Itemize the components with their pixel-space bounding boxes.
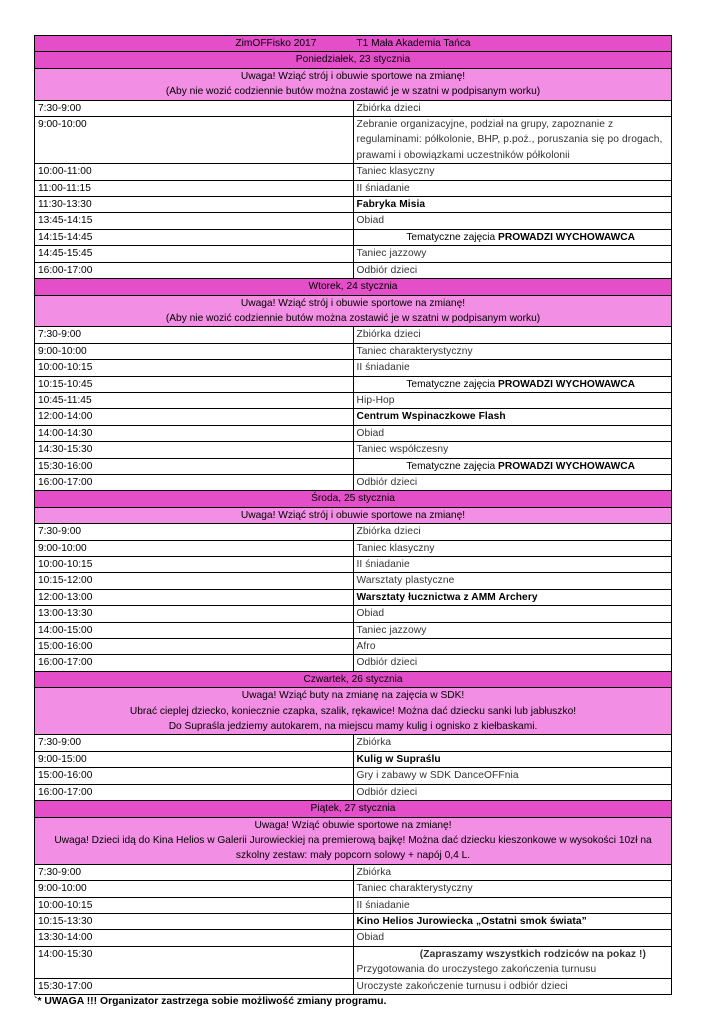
time-slot: 13:00-13:30 xyxy=(35,606,354,622)
time-slot: 14:00-15:00 xyxy=(35,622,354,638)
time-slot: 7:30-9:00 xyxy=(35,100,354,116)
time-slot: 16:00-17:00 xyxy=(35,784,354,800)
thematic-activity xyxy=(353,229,672,245)
schedule-row xyxy=(35,164,672,180)
notice-line: (Aby nie wozić codziennie butów można zostawić je w szatni w podpisanym worku) xyxy=(165,86,541,98)
activity-cell xyxy=(353,946,672,978)
activity-name: Zbiórka dzieci xyxy=(356,526,421,538)
activity-cell xyxy=(353,262,672,278)
activity-name: Uroczyste zakończenie turnusu i odbiór dzieci xyxy=(356,980,568,992)
activity-cell xyxy=(353,622,672,638)
activity-name: Obiad xyxy=(356,427,385,439)
schedule-row xyxy=(35,117,672,164)
thematic-prefix: Tematyczne zajęcia xyxy=(406,460,499,472)
day-header-row xyxy=(35,279,672,295)
time-slot: 9:00-10:00 xyxy=(35,343,354,359)
schedule-row xyxy=(35,768,672,784)
activity-cell xyxy=(353,864,672,880)
activity-name: Obiad xyxy=(356,215,385,227)
schedule-row xyxy=(35,751,672,767)
schedule-row xyxy=(35,474,672,490)
time-slot: 10:45-11:45 xyxy=(35,392,354,408)
schedule-row xyxy=(35,409,672,425)
activity-cell xyxy=(353,164,672,180)
schedule-row xyxy=(35,343,672,359)
activity-name: Odbiór dzieci xyxy=(356,657,418,669)
notice-line: Ubrać cieplej dziecko, koniecznie czapka, szalik, rękawice! Można dać dziecku sanki lub jabłuszko! xyxy=(129,705,577,717)
activity-cell xyxy=(353,392,672,408)
activity-cell xyxy=(353,735,672,751)
activity-name: Taniec charakterystyczny xyxy=(356,345,473,357)
day-title: Środa, 25 stycznia xyxy=(35,491,672,507)
activity-cell xyxy=(353,881,672,897)
activity-name: Obiad xyxy=(356,608,385,620)
schedule-row xyxy=(35,458,672,474)
day-notice-row xyxy=(35,688,672,735)
activity-cell xyxy=(353,978,672,994)
activity-name: II śniadanie xyxy=(356,899,410,911)
day-notice-row xyxy=(35,817,672,864)
schedule-row xyxy=(35,557,672,573)
schedule-row xyxy=(35,360,672,376)
activity-name: II śniadanie xyxy=(356,559,410,570)
schedule-row xyxy=(35,573,672,589)
thematic-leader: PROWADZI WYCHOWAWCA xyxy=(498,231,635,243)
activity-cell xyxy=(353,930,672,946)
thematic-leader: PROWADZI WYCHOWAWCA xyxy=(498,378,635,390)
activity-cell xyxy=(353,897,672,913)
schedule-row xyxy=(35,589,672,605)
notice-line: Uwaga! Wziąć obuwie sportowe na zmianę! xyxy=(254,819,452,831)
group-name: T1 Mała Akademia Tańca xyxy=(356,38,471,49)
schedule-sheet xyxy=(34,35,672,995)
day-notice xyxy=(35,68,672,100)
time-slot: 10:00-10:15 xyxy=(35,897,354,913)
activity-cell xyxy=(353,768,672,784)
activity-name: Zebranie organizacyjne, podział na grupy, zapoznanie z regulaminami: półkolonie, BHP, p.poż., poruszania się po drogach, prawami i obowiązkami uczestników półkolonii xyxy=(356,119,663,161)
schedule-row xyxy=(35,229,672,245)
time-slot: 15:30-17:00 xyxy=(35,978,354,994)
schedule-row xyxy=(35,392,672,408)
day-notice-row xyxy=(35,68,672,100)
time-slot: 13:45-14:15 xyxy=(35,213,354,229)
schedule-row xyxy=(35,213,672,229)
schedule-row xyxy=(35,864,672,880)
notice-line: Uwaga! Dzieci idą do Kina Helios w Galerii Jurowieckiej na premierową bajkę! Można dać dziecku kieszonkowe w wysokości 10zł na szkolny zestaw: mały popcorn solowy + napój 0,4 L. xyxy=(54,834,652,862)
schedule-row xyxy=(35,197,672,213)
schedule-row xyxy=(35,913,672,929)
time-slot: 10:15-12:00 xyxy=(35,573,354,589)
time-slot: 11:30-13:30 xyxy=(35,197,354,213)
activity-cell xyxy=(353,573,672,589)
schedule-row xyxy=(35,246,672,262)
activity-cell xyxy=(353,327,672,343)
activity-name: II śniadanie xyxy=(356,182,410,194)
time-slot: 15:00-16:00 xyxy=(35,639,354,655)
activity-cell xyxy=(353,606,672,622)
time-slot: 14:30-15:30 xyxy=(35,442,354,458)
day-header-row xyxy=(35,491,672,507)
day-title: Piątek, 27 stycznia xyxy=(35,801,672,817)
activity-name: Fabryka Misia xyxy=(356,199,426,211)
notice-line: (Aby nie wozić codziennie butów można zostawić je w szatni w podpisanym worku) xyxy=(165,312,541,324)
schedule-row xyxy=(35,180,672,196)
schedule-row xyxy=(35,606,672,622)
time-slot: 11:00-11:15 xyxy=(35,180,354,196)
activity-name: Odbiór dzieci xyxy=(356,264,418,276)
activity-name: Warsztaty plastyczne xyxy=(356,575,455,587)
thematic-prefix: Tematyczne zajęcia xyxy=(406,378,499,390)
day-notice xyxy=(35,688,672,735)
activity-name: Taniec jazzowy xyxy=(356,624,427,636)
schedule-title-row xyxy=(35,36,672,52)
day-notice xyxy=(35,507,672,523)
day-title: Wtorek, 24 stycznia xyxy=(35,279,672,295)
time-slot: 12:00-14:00 xyxy=(35,409,354,425)
activity-name: II śniadanie xyxy=(356,362,410,374)
activity-cell xyxy=(353,557,672,573)
activity-cell xyxy=(353,360,672,376)
thematic-activity xyxy=(353,458,672,474)
thematic-leader: PROWADZI WYCHOWAWCA xyxy=(498,460,635,472)
camp-name: ZimOFFisko 2017 xyxy=(235,38,317,49)
activity-cell xyxy=(353,117,672,164)
time-slot: 10:00-11:00 xyxy=(35,164,354,180)
time-slot: 9:00-10:00 xyxy=(35,540,354,556)
activity-name: Odbiór dzieci xyxy=(356,476,418,488)
activity-name: Centrum Wspinaczkowe Flash xyxy=(356,411,506,423)
time-slot: 15:00-16:00 xyxy=(35,768,354,784)
time-slot: 9:00-15:00 xyxy=(35,751,354,767)
time-slot: 14:00-14:30 xyxy=(35,425,354,441)
activity-name: Afro xyxy=(356,641,376,653)
time-slot: 13:30-14:00 xyxy=(35,930,354,946)
activity-name: Taniec klasyczny xyxy=(356,542,435,554)
time-slot: 10:00-10:15 xyxy=(35,557,354,573)
activity-name: Kulig w Supraślu xyxy=(356,753,441,765)
activity-cell xyxy=(353,425,672,441)
activity-cell xyxy=(353,409,672,425)
time-slot: 7:30-9:00 xyxy=(35,327,354,343)
day-notice xyxy=(35,817,672,864)
activity-cell xyxy=(353,751,672,767)
schedule-body xyxy=(35,36,672,995)
schedule-row xyxy=(35,881,672,897)
notice-line: Uwaga! Wziąć strój i obuwie sportowe na zmianę! xyxy=(240,70,466,82)
activity-name: Odbiór dzieci xyxy=(356,786,418,798)
time-slot: 7:30-9:00 xyxy=(35,524,354,540)
activity-cell xyxy=(353,524,672,540)
activity-name: Zbiórka xyxy=(356,737,392,749)
schedule-row xyxy=(35,540,672,556)
time-slot: 7:30-9:00 xyxy=(35,864,354,880)
schedule-row xyxy=(35,622,672,638)
activity-name: Obiad xyxy=(356,932,385,944)
activity-name: Hip-Hop xyxy=(356,394,395,406)
schedule-row xyxy=(35,442,672,458)
thematic-prefix: Tematyczne zajęcia xyxy=(406,231,499,243)
activity-cell xyxy=(353,442,672,458)
activity-name: Taniec jazzowy xyxy=(356,248,427,260)
activity-name: Taniec charakterystyczny xyxy=(356,883,473,895)
activity-cell xyxy=(353,589,672,605)
day-title: Czwartek, 26 stycznia xyxy=(35,671,672,687)
schedule-row xyxy=(35,327,672,343)
day-header-row xyxy=(35,801,672,817)
notice-line: Uwaga! Wziąć strój i obuwie sportowe na zmianę! xyxy=(240,297,466,309)
activity-cell xyxy=(353,474,672,490)
schedule-row xyxy=(35,100,672,116)
activity-cell xyxy=(353,213,672,229)
day-header-row xyxy=(35,671,672,687)
activity-cell xyxy=(353,197,672,213)
activity-cell xyxy=(353,180,672,196)
activity-cell xyxy=(353,343,672,359)
day-notice-row xyxy=(35,507,672,523)
schedule-table xyxy=(34,35,672,995)
time-slot: 10:15-13:30 xyxy=(35,913,354,929)
activity-cell xyxy=(353,784,672,800)
schedule-row xyxy=(35,735,672,751)
notice-line: Uwaga! Wziąć buty na zmianę na zajęcia w SDK! xyxy=(241,690,465,702)
schedule-row xyxy=(35,784,672,800)
activity-name: Warsztaty łucznictwa z AMM Archery xyxy=(356,591,538,603)
time-slot: 14:00-15:30 xyxy=(35,946,354,978)
schedule-row xyxy=(35,897,672,913)
activity-name: Przygotowania do uroczystego zakończenia turnusu xyxy=(356,964,597,976)
schedule-title-cell xyxy=(35,36,672,52)
schedule-row xyxy=(35,524,672,540)
footer-note: `* UWAGA !!! Organizator zastrzega sobie możliwość zmiany programu. xyxy=(34,996,387,1007)
thematic-activity xyxy=(353,376,672,392)
time-slot: 10:15-10:45 xyxy=(35,376,354,392)
activity-name: Taniec klasyczny xyxy=(356,166,435,178)
invitation-note: (Zapraszamy wszystkich rodziców na pokaz !) xyxy=(419,948,646,960)
time-slot: 9:00-10:00 xyxy=(35,881,354,897)
schedule-row xyxy=(35,655,672,671)
time-slot: 12:00-13:00 xyxy=(35,589,354,605)
schedule-row xyxy=(35,946,672,978)
schedule-row xyxy=(35,262,672,278)
schedule-row xyxy=(35,978,672,994)
time-slot: 10:00-10:15 xyxy=(35,360,354,376)
activity-cell xyxy=(353,639,672,655)
schedule-row xyxy=(35,376,672,392)
day-notice xyxy=(35,295,672,327)
activity-cell xyxy=(353,913,672,929)
activity-name: Taniec współczesny xyxy=(356,444,449,456)
time-slot: 14:45-15:45 xyxy=(35,246,354,262)
time-slot: 9:00-10:00 xyxy=(35,117,354,164)
day-header-row xyxy=(35,52,672,68)
activity-name: Zbiórka dzieci xyxy=(356,329,421,341)
time-slot: 15:30-16:00 xyxy=(35,458,354,474)
time-slot: 16:00-17:00 xyxy=(35,474,354,490)
day-title: Poniedziałek, 23 stycznia xyxy=(35,52,672,68)
time-slot: 7:30-9:00 xyxy=(35,735,354,751)
time-slot: 14:15-14:45 xyxy=(35,229,354,245)
activity-cell xyxy=(353,246,672,262)
day-notice-row xyxy=(35,295,672,327)
schedule-row xyxy=(35,639,672,655)
activity-name: Zbiórka xyxy=(356,866,392,878)
activity-cell xyxy=(353,655,672,671)
activity-name: Gry i zabawy w SDK DanceOFFnia xyxy=(356,770,519,782)
notice-line: Uwaga! Wziąć strój i obuwie sportowe na zmianę! xyxy=(240,509,466,521)
schedule-row xyxy=(35,425,672,441)
activity-name: Zbiórka dzieci xyxy=(356,102,421,114)
schedule-row xyxy=(35,930,672,946)
activity-cell xyxy=(353,540,672,556)
notice-line: Do Supraśla jedziemy autokarem, na miejscu mamy kulig i ognisko z kiełbaskami. xyxy=(168,721,538,733)
activity-cell xyxy=(353,100,672,116)
time-slot: 16:00-17:00 xyxy=(35,655,354,671)
activity-name: Kino Helios Jurowiecka „Ostatni smok świata” xyxy=(356,915,587,927)
time-slot: 16:00-17:00 xyxy=(35,262,354,278)
